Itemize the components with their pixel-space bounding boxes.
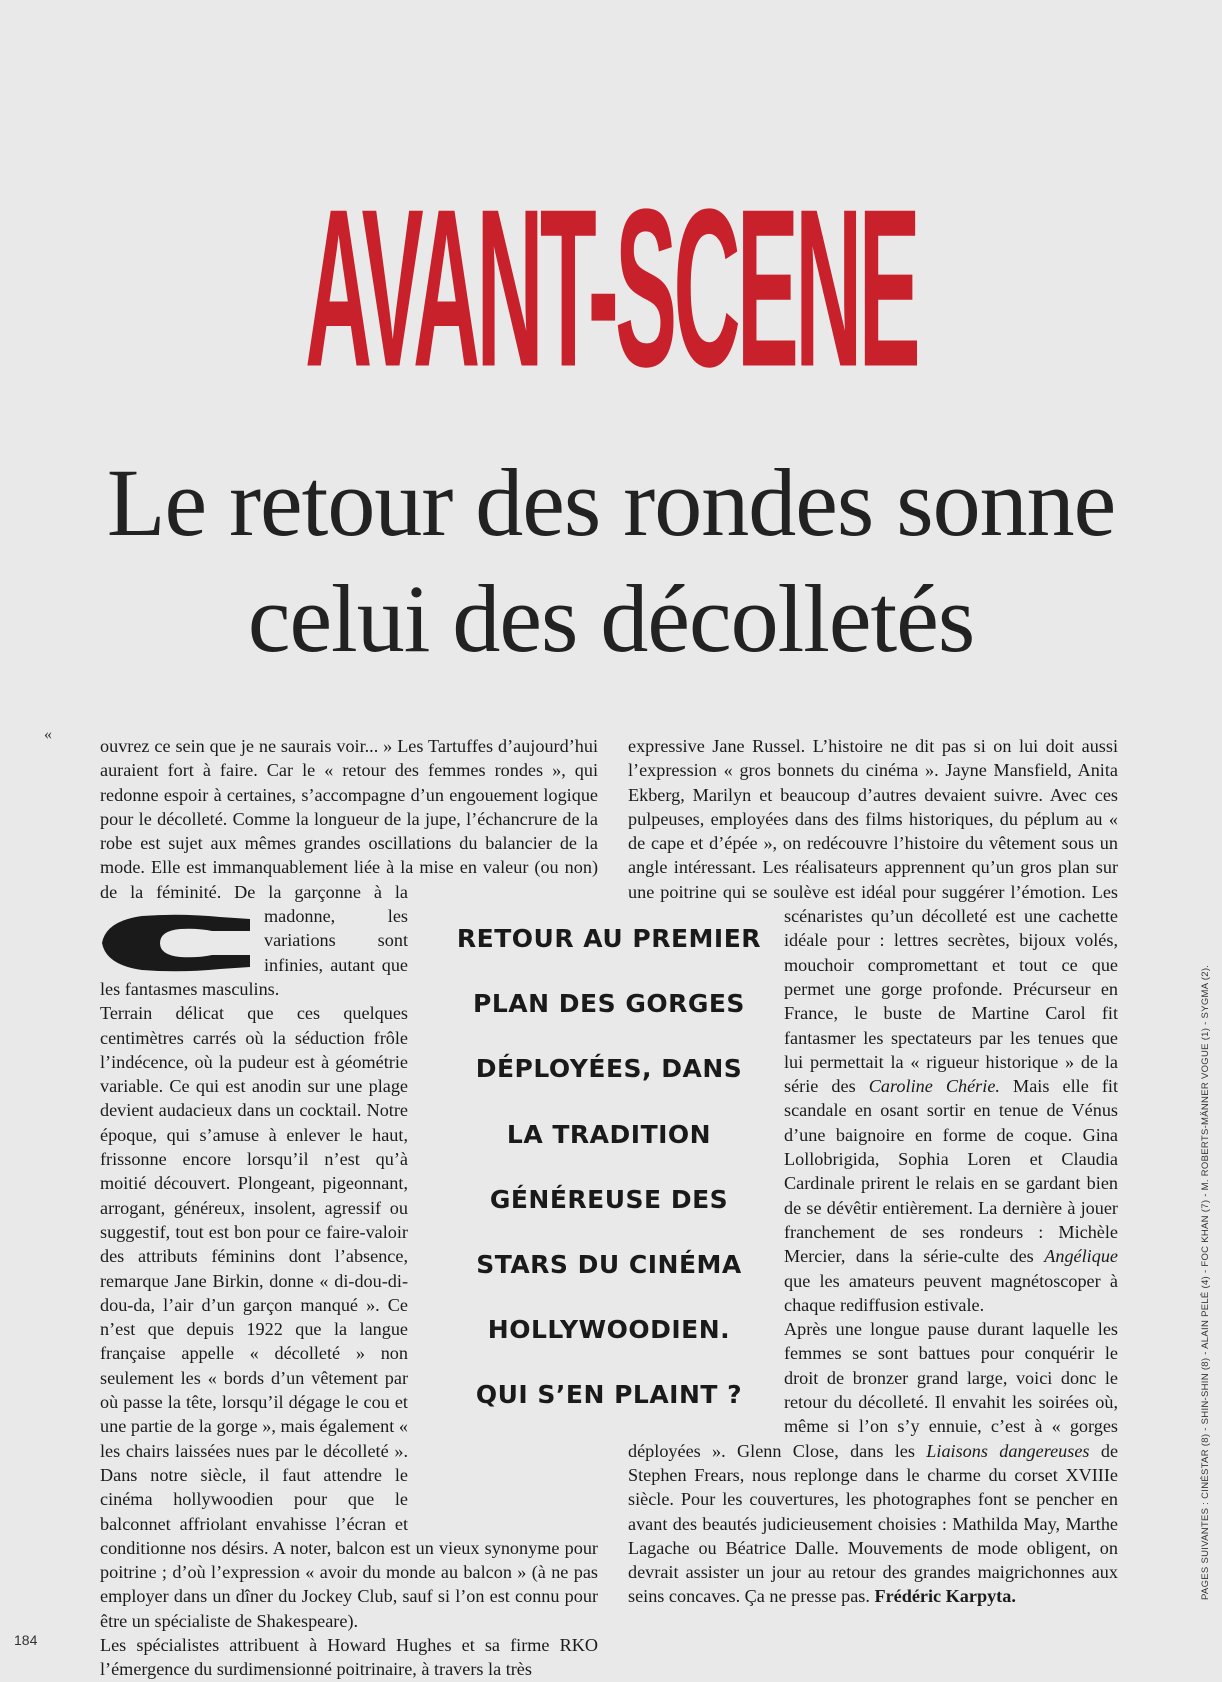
dropcap-c-icon — [100, 913, 252, 973]
headline: AVANT-SCENE — [305, 161, 917, 414]
opening-quote: « — [44, 726, 52, 743]
photo-credit: PAGES SUIVANTES : CINÉSTAR (8) - SHIN-SHIN (8) - ALAIN PELÉ (4) - FOC KHAN (7) - M. ROBERTS-MÄNNER VOGUE (1) - SYGMA (2). — [1200, 964, 1211, 1600]
pullquote-line: HOLLYWOODIEN. — [487, 1315, 731, 1345]
column-2-text-b: Mais elle fit scandale en osant sortir en tenue de Vénus d’une baignoire en forme de coque. Gina Lollobrigida, Sophia Loren et Claudia Cardinale prirent le relais en se gardant bien de se dévêtir entièrement. La dernière à jouer franchement de ses rondeurs : Michèle Mercier, dans la série-culte des — [784, 1076, 1119, 1267]
title-angelique: Angélique — [1044, 1246, 1118, 1267]
pullquote-line: STARS DU CINÉMA — [476, 1250, 742, 1280]
pullquote-line: GÉNÉREUSE DES — [489, 1184, 729, 1214]
pullquote-line: PLAN DES GORGES — [473, 989, 745, 1019]
subtitle-line-1: Le retour des rondes sonne — [106, 449, 1116, 556]
pullquote-line: LA TRADITION — [506, 1119, 712, 1149]
article-column-2 — [628, 734, 1118, 1609]
column-1-paragraph-1: ouvrez ce sein que je ne saurais voir... » Les Tartuffes d’aujourd’hui auraient fort à faire. Car le « retour des femmes rondes », qui redonne espoir à certaines, s’accompagne d’un engouement logique pour le décolleté. Comme la longueur de la jupe, l’échancrure de la robe est sujet aux mêmes grandes oscillations du balancier de la mode. Elle est immanquablement liée à la mise en valeur (ou non) de la féminité. De la garçonne à la madonne, les variations sont infinies, autant que les fantasmes masculins. — [100, 736, 598, 999]
title-caroline-cherie: Caroline Chérie. — [868, 1076, 1000, 1097]
column-1-paragraph-3: Les spécialistes attribuent à Howard Hughes et sa firme RKO l’émergence du surdimensionné poitrinaire, à travers la très — [100, 1634, 598, 1680]
pullquote-line: QUI S’EN PLAINT ? — [475, 1380, 743, 1410]
column-2-text-c: que les amateurs peuvent magnétoscoper à chaque rediffusion estivale. — [784, 1270, 1118, 1315]
subtitle-line-2: celui des décolletés — [247, 565, 975, 672]
title-liaisons-dangereuses: Liaisons dangereuses — [926, 1440, 1090, 1461]
column-1-paragraph-2: Terrain délicat que ces quelques centimètres carrés où la séduction frôle l’indécence, où la pudeur est à géométrie variable. Ce qui est anodin sur une plage devient audacieux dans un cocktail. Notre époque, qui s’amuse à enlever le haut, frissonne encore lorsqu’il n’est qu’à moitié découvert. Plongeant, pigeonnant, arrogant, généreux, insolent, agressif ou suggestif, tout est bon pour ce faire-valoir des attributs féminins dont l’absence, remarque Jane Birkin, donne « di-dou-di-dou-da, l’air d’un garçon manqué ». Ce n’est que depuis 1922 que la langue française appelle « décolleté » non seulement les « bords d’un vêtement par où passe la tête, lorsqu’il dégage le cou et une partie de la gorge », mais également « les chairs laissées nues par le décolleté ». Dans notre siècle, il faut attendre le cinéma hollywoodien pour que le balconnet affriolant envahisse l’écran et conditionne nos désirs. A noter, balcon est un vieux synonyme pour poitrine ; d’où l’expression « avoir du monde au balcon » (à ne pas employer dans un dîner du Jockey Club, sauf si l’on est connu pour être un spécialiste de Shakespeare). — [100, 1003, 598, 1631]
page-number: 184 — [14, 1632, 38, 1648]
column-2-text-d: Après une longue pause durant laquelle les femmes se sont battues pour conquérir le droit de bronzer grand large, voici donc le retour du décolleté. Il envahit les soirées où, même si l’on s’y ennuie, c’est à « gorges déployées ». Glenn Close, dans les — [628, 1319, 1118, 1461]
subtitle — [0, 445, 1222, 677]
author-signature: Frédéric Karpyta. — [874, 1586, 1016, 1607]
column-2-text-a: expressive Jane Russel. L’histoire ne dit pas si on lui doit aussi l’expression « gros bonnets du cinéma ». Jayne Mansfield, Anita Ekberg, Marilyn et beaucoup d’autres devaient suivre. Avec ces pulpeuses, employées dans des films historiques, du péplum au « de cape et d’épée », on redécouvre l’histoire du vêtement sous un angle intéressant. Les réalisateurs apprennent qu’un gros plan sur une poitrine qui se soulève est idéal pour suggérer l’émotion. Les scénaristes qu’un décolleté est une cachette idéale pour : lettres secrètes, bijoux volés, mouchoir compromettant et tout ce que permet une gorge profonde. Précurseur en France, le buste de Martine Carol fit fantasmer les spectateurs par les tenues que lui permettait la « rigueur historique » de la série des — [628, 736, 1118, 1097]
pullquote-line: RETOUR AU PREMIER — [456, 924, 762, 953]
dropcap — [100, 913, 252, 973]
column-2-text-e: de Stephen Frears, nous replonge dans le charme du corset XVIIIe siècle. Pour les couvertures, les photographes font se pencher en avant des beautés judicieusement choisies : Mathilda May, Marthe Lagache ou Béatrice Dalle. Mouvements de mode obligent, on devrait assister un jour au retour des grandes maigrichonnes aux seins concaves. Ça ne presse pas. — [628, 1440, 1119, 1607]
pullquote-line: DÉPLOYÉES, DANS — [475, 1054, 743, 1084]
